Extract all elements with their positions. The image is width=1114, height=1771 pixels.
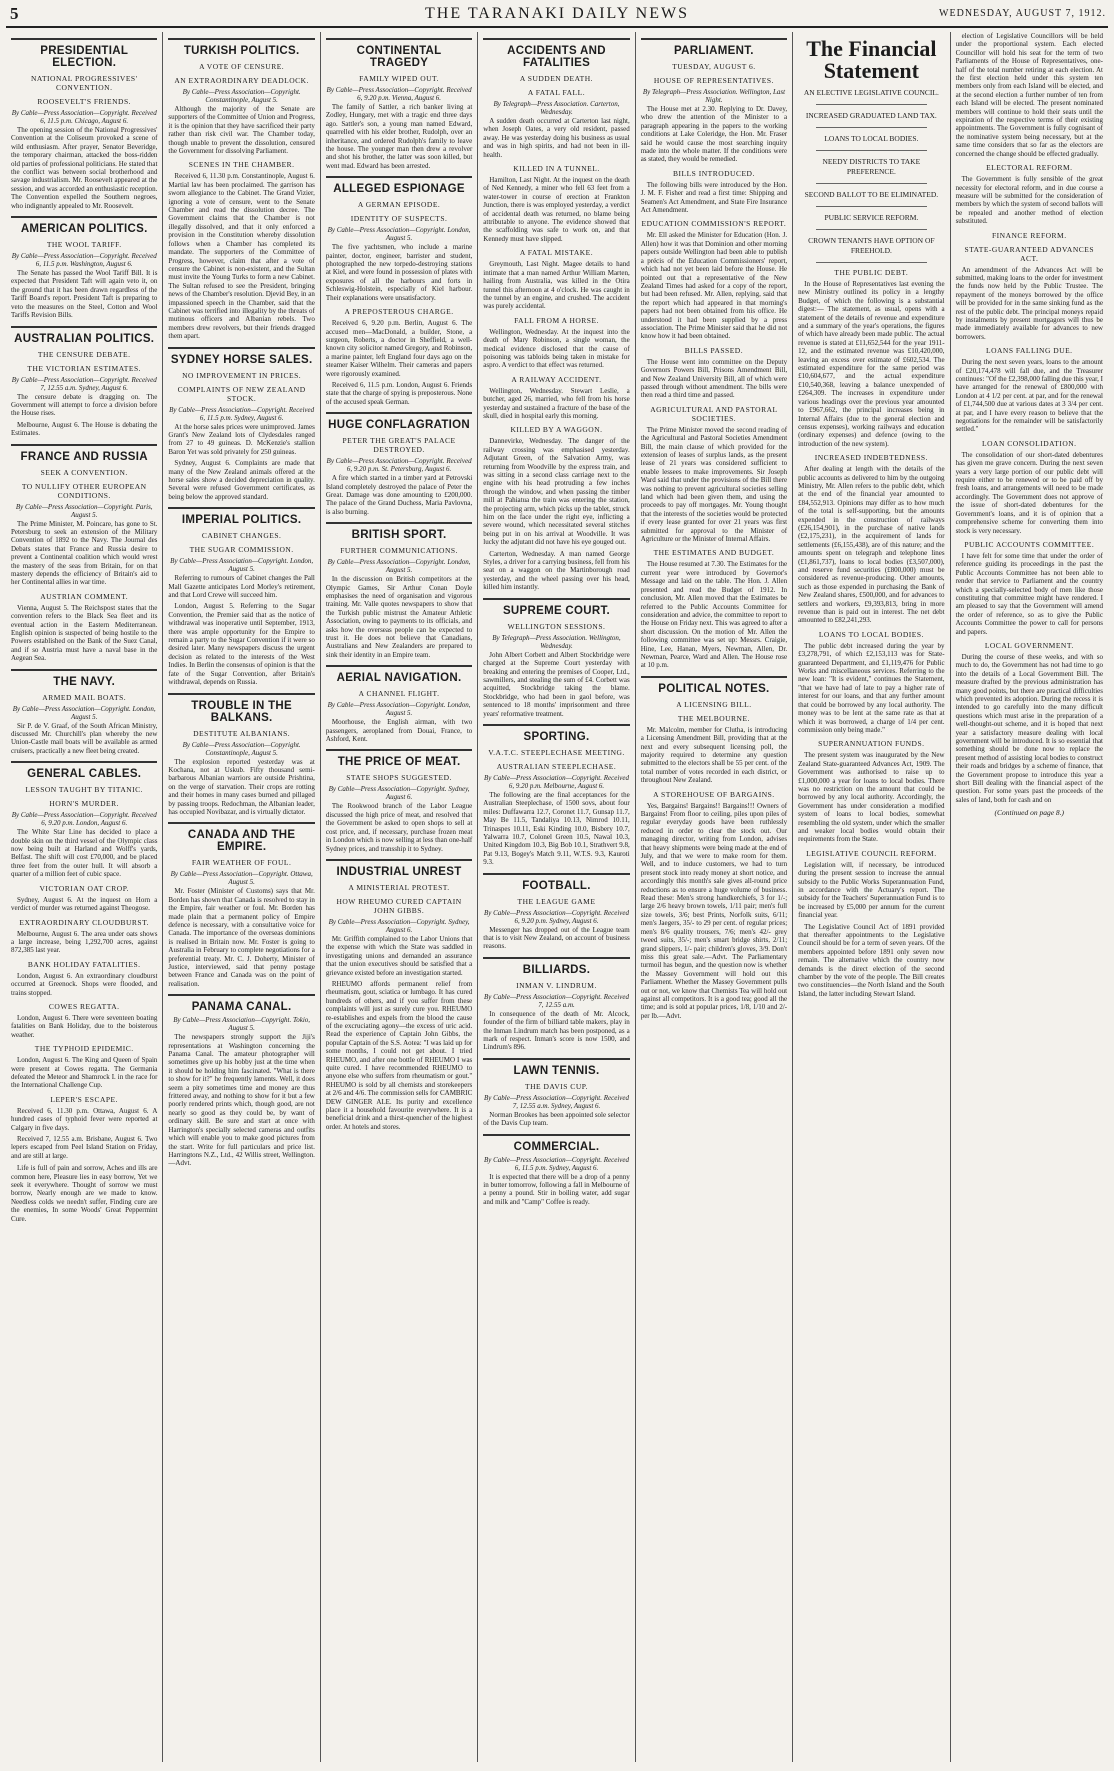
newspaper-page — [6, 4, 1108, 1766]
article — [168, 822, 314, 988]
sub-heading: PUBLIC ACCOUNTS COMMITTEE. — [964, 539, 1095, 549]
sub-heading: STATE-GUARANTEED ADVANCES ACT. — [964, 244, 1095, 263]
article-text: A sudden death occurred at Carterton last night, when Joseph Oates, a very old resident, passed away. He was yesterday doing his business as usual and was in high spirits, and had not been in ill-health. — [483, 117, 630, 159]
article-text: During the next seven years, loans to the amount of £20,174,478 will fall due, and the Treasurer continues: "Of the £2,398,000 falling due this year, I have arranged for the renewal of £800,000 with London at 4 1/2 per cent. at par, and for the renewal of £1,744,500 due at various dates at 3 3/4 per cent. at par, and I have every reason to believe that the negotiations for the remainder will be satisfactorily settled." — [955, 358, 1103, 434]
summary-line: LOANS TO LOCAL BODIES. — [824, 134, 919, 143]
sub-heading: THE WOOL TARIFF. — [46, 240, 122, 250]
article — [11, 38, 157, 210]
article — [956, 346, 1103, 434]
dateline: By Cable—Press Association—Copyright. London, August 5. — [170, 557, 314, 574]
sub-heading: THE VICTORIAN ESTIMATES. — [27, 363, 142, 373]
column-1 — [6, 32, 163, 1762]
article-text: Mr. Malcolm, member for Clutha, is introducing a Licensing Amendment Bill, providing that at the next and every subsequent licensing poll, the majority required to determine any question submitted to the electors shall be 55 per cent. of the total number of votes recorded in each district, or throughout New Zealand. — [640, 725, 788, 785]
article-heading: THE PRICE OF MEAT. — [326, 749, 472, 768]
article-text: Received 6, 11.5 p.m. London, August 6. Friends state that the charge of spying is preposterous. None of the accused speak German. — [325, 380, 473, 406]
article-text: The House resumed at 7.30. The Estimates for the current year were introduced by Governor's Message and laid on the table. The Hon. J. Allen presented and read the Budget of 1912. In conclusion, Mr. Allen moved that the Estimates be referred to the Public Accounts Committee for consideration and advice, the committee to report to the House on Friday next. This was agreed to after a short discussion. On the motion of Mr. Allen the following committee was set up: Messrs. Craigie, Hine, Lee, Hanan, Myers, Newman, Allen, Dr. Newman, Pearce, Ward and Allen. The House rose at 10 p.m. — [640, 560, 788, 670]
article-heading: PANAMA CANAL. — [168, 994, 314, 1013]
dateline: By Cable—Press Association—Copyright. Constantinople, August 5. — [182, 740, 301, 757]
issue-date: WEDNESDAY, AUGUST 7, 1912. — [939, 8, 1106, 19]
sub-heading: LESSON TAUGHT BY TITANIC. — [25, 785, 144, 795]
sub-heading: A FATAL FALL. — [527, 88, 586, 97]
divider — [816, 262, 926, 263]
sub-heading: COWES REGATTA. — [48, 1001, 120, 1011]
sub-heading: THE SUGAR COMMISSION. — [189, 545, 294, 555]
article-text: At the horse sales prices were unimproved. James Grant's New Zealand lots of Clydesdales ranged from 27 to 49 guineas. D. McKenzie's stallion Baron Yet was sold privately for 250 guineas. — [168, 422, 315, 456]
sub-heading: A FATAL MISTAKE. — [519, 248, 594, 258]
dateline: By Cable—Press Association—Copyright. London, August 5. — [327, 226, 471, 243]
dateline: By Cable—Press Association—Copyright. Ottawa, August 5. — [170, 870, 313, 887]
article-text: An amendment of the Advances Act will be submitted, making loans to the order for investment the funds now held by the Public Trustee. The repayment of the moneys borrowed by the office will be provided for in the same sinking fund as the rest of the public debt. The principal moneys repaid by instalments by present mortgagors will thus be made immediately available for advances to new borrowers. — [955, 265, 1103, 341]
sub-heading: LOANS TO LOCAL BODIES. — [818, 629, 924, 639]
article — [956, 641, 1103, 804]
article-text: Legislation will, if necessary, be introduced during the present session to increase the annual subsidy to the Public Works Superannuation Fund, in accordance with the Actuary's report. The subsidy for the Teachers' Superannuation Fund is to be increased by £5,000 per annum for the current financial year. — [798, 860, 945, 920]
article-text: The family of Sattler, a rich banker living at Zodley, Hungary, met with a tragic end three days ago. Sattler's son, a young man named Edward, quarrelled with his elder brother, Rudolph, over an inheritance, and ordered Rudolph's family to leave the house. The younger man then drew a revolver and shot his brother, the latter was soon killed, but went mad. Edward has been arrested. — [325, 103, 473, 170]
article — [11, 669, 157, 756]
sub-heading: FAIR WEATHER OF FOUL. — [191, 858, 292, 868]
article-text: In the House of Representatives last evening the new Ministry outlined its policy in a lengthy Budget, of which the following is a substantial digest:— The statement, as usual, opens with a statement of the details of revenue and expenditure and a summary of the year's operations, the figures of which have already been made public. The actual revenue is stated at £11,652,544 for the year 1911-12, and the estimated revenue was £10,420,000, leaving an excess over estimate of £602,534. The estimated expenditure for the same period was £10,604,677, and the actual expenditure £10,540,368, leaving a balance unexpended of £264,309. The increases in expenditure under various headings over the previous year amounted to £967,662, the principal increases being in Internal Affairs (due to the general election and census expenses), working railways and education (ordinary expenses) and defence (owing to the introduction of the new system). — [798, 280, 945, 448]
article-heading: COMMERCIAL. — [483, 1134, 629, 1153]
article-heading: PARLIAMENT. — [641, 38, 787, 57]
sub-heading: IDENTITY OF SUSPECTS. — [350, 214, 448, 224]
article-text: The five yachtsmen, who include a marine painter, doctor, engineer, barrister and student, photographed the new torpedo-destroying stations at Kiel, and were found in possession of plates with exposures of all the harbours and forts in Schleswig-Holstein, especially of Kiel harbour. Their explanations were unsatisfactory. — [325, 243, 473, 302]
dateline: By Telegraph—Press Association. Wellington, Last Night. — [642, 88, 786, 104]
sub-heading: ELECTORAL REFORM. — [986, 163, 1073, 173]
article-heading: POLITICAL NOTES. — [641, 676, 787, 695]
article — [483, 873, 629, 951]
article-heading: INDUSTRIAL UNREST — [326, 859, 472, 878]
sub-heading: TO NULLIFY OTHER EUROPEAN CONDITIONS. — [21, 481, 147, 500]
sub-heading: A STOREHOUSE OF BARGAINS. — [653, 789, 775, 799]
article-text: Vienna, August 5. The Reichspost states that the convention refers to the Black Sea fleet and its eventual action in the Eastern Mediterranean. English opinion is suspected of being hostile to the Powers established on the Bank of the Suez Canal, and if so Austria must have a naval base in the Aegean Sea. — [11, 603, 158, 663]
sub-heading: BILLS PASSED. — [684, 345, 744, 355]
article-text: Mr. Foster (Minister of Customs) says that Mr. Borden has shown that Canada is resolved to stay in the Empire, fair weather or foul. Mr. Borden has made plain that a permanent policy of Empire defence is necessary, with a consultative voice for Canada. The importance of the overseas dominions is realised in Britain now. Mr. Foster is going to Australia in February to complete negotiations for a preferential treaty. Mr. C. J. Doherty, Minister of Justice, interviewed, said that penny postage between France and Canada was on the point of realisation. — [168, 887, 315, 988]
article-text: The following bills were introduced by the Hon. J. M. F. Fisher and read a first time: Shipping and Seamen's Act Amendment, and State Fire Insurance Act Amendment. — [640, 180, 788, 215]
newspaper-title: THE TARANAKI DAILY NEWS — [425, 5, 689, 22]
column-3 — [321, 32, 478, 1762]
dateline: By Cable—Press Association—Copyright. Received 6, 11.5 p.m. Sydney, August 6. — [169, 405, 315, 422]
article-text: Yes, Bargains! Bargains!! Bargains!!! Owners of Bargains! From floor to ceiling, piles upon piles of regular everyday goods have been ruthlessly reduced in order to clear the stock out. Our managing director, writing from London, advises that heavy shipments were being made at the end of July, and that we were to make room for them. Well, and to induce customers, we had to turn present stock into ready money at short notice, and accordingly this month's sale gives all-round price reductions as to ensure a huge volume of business. Read these: Men's strong handkerchiefs, 3 for 1/-; large 2/6 heavy brown towels, 1/11 pair; men's full size towels, 3/6; best Prints, Norfolk suits, 6/11; men's Jaegers, 35/- to 29 per cent. of regular prices; men's 8/6 quality trousers, 7/6; men's 42/- grey tweed suits, 35/-; men's smart bridge shirts, 2/11; grand slippers, 1/- pair; children's gloves, 3/9. Don't miss this great sale.—Advt. The Parliamentary turmoil has begun, and the question now is whether the Massey Government will hold out this Parliament. Whether the Massey Government pulls out or not, we know that Chemists Tea will hold out against all competitors. It is a good tea; good all the time; and is sold at popular prices, 1/8, 1/10 and 2/- per lb.—Advt. — [640, 801, 788, 1020]
masthead — [6, 4, 1108, 28]
column-2 — [163, 32, 320, 1762]
article-heading: CANADA AND THE EMPIRE. — [168, 822, 314, 853]
sub-heading: LOAN CONSOLIDATION. — [982, 438, 1077, 448]
dateline: By Cable—Press Association—Copyright. London, August 5. — [327, 558, 471, 575]
divider — [816, 104, 926, 105]
article-text: The opening session of the National Progressives' Convention at the Coliseum provoked a scene of wild enthusiasm. After prayer, Senator Beveridge, the temporary chairman, attacked the boss-ridden old parties of professional politicians. He stated that the conflict was between social brotherhood and savage industrialism. Mr. Roosevelt appeared at the session, and was accorded an enthusiastic reception. The Convention expelled the Southern negroes, who indignantly appealed to Mr. Roosevelt. — [11, 126, 158, 210]
sub-heading: HOW RHEUMO CURED CAPTAIN JOHN GIBBS. — [336, 896, 462, 915]
article-text: The Rookwood branch of the Labor League discussed the high price of meat, and resolved that the Government be asked to open shops to sell at cost price, and, if necessary, purchase frozen meat in London which is now selling at less than one-half Sydney prices, and transship it to Sydney. — [325, 802, 473, 853]
article-heading: BRITISH SPORT. — [326, 522, 472, 541]
article — [326, 665, 472, 743]
sub-heading: KILLED IN A TUNNEL. — [513, 164, 600, 174]
article-text: Although the majority of the Senate are supporters of the Committee of Union and Progress, it is the opinion that they have sacrificed their party rather than risk civil war. The Chamber today, though unable to prevent the dissolution, censured the Government for dissolving Parliament. — [168, 105, 315, 156]
sub-heading: THE ESTIMATES AND BUDGET. — [653, 548, 775, 558]
article-text: The following are the final acceptances for the Australian Steeplechase, of 1500 sovs, about four miles: Duffawarra 12.7, Coronet 11.7, Gunsap 11.7, May Be 11.5, Tandaliya 10.13, Nimrod 10.11, Trinaspes 10.11, Eski Kinding 10.0, Bisbery 10.7, Yalwarra 10.7, Colonel Green 10.5, Nawal 10.3, United Kingdom 10.3, Big Bob 10.1, Strathvert 9.8, Pat 9.13, Bogey's Match 9.11, W.T.S. 9.3, Kauroti 9.3. — [483, 790, 630, 867]
sub-heading: COMPLAINTS OF NEW ZEALAND STOCK. — [177, 384, 306, 403]
dateline: By Cable—Press Association—Copyright. London, August 5. — [12, 704, 156, 721]
sub-heading: ARMED MAIL BOATS. — [42, 692, 127, 702]
article-text: London, August 6. The King and Queen of Spain were present at Cowes regatta. The Germania defeated the Meteor and Shamrock I. in the race for the International Challenge Cup. — [11, 1056, 158, 1090]
dateline: By Cable—Press Association—Copyright. Received 6, 9.20 p.m. Melbourne, August 6. — [483, 773, 629, 790]
dateline: By Telegraph—Press Association. Carterton, Wednesday. — [493, 100, 620, 116]
article-text: Mr. Griffith complained to the Labor Unions that the expense with which the State was saddled in investigating unions and demanded an assurance that the union executives should be satisfied that a grievance existed before an investigation started. — [325, 934, 473, 977]
article-text: The public debt increased during the year by £3,278,791, of which £2,153,113 was for State-guaranteed Department, and £1,119,476 for Public Works and miscellaneous services. Referring to the new loan: "It is evident," continues the Statement, "that we have had of late to pay a higher rate of interest for our loans, and that any further amount that could be borrowed by any local authority. The money was to be lent at the same rate as that at which it was borrowed, a charge of 1/4 per cent. commission only being made." — [798, 641, 945, 734]
summary-line: CROWN TENANTS HAVE OPTION OF FREEHOLD. — [808, 236, 935, 255]
article-heading: CONTINENTAL TRAGEDY — [326, 38, 472, 69]
article-text: Moorhouse, the English airman, with two passengers, aeroplaned from Douai, France, to Ashford, Kent. — [325, 718, 473, 744]
article — [11, 1164, 157, 1223]
divider — [816, 206, 926, 207]
article — [168, 693, 314, 817]
article-text: The censure debate is dragging on. The Government will attempt to force a division before the House rises. — [11, 392, 158, 418]
sub-heading: EXTRAORDINARY CLOUDBURST. — [19, 917, 149, 927]
article-text: Wellington, Wednesday. Stewart Leslie, a butcher, aged 26, married, who fell from his horse yesterday and sustained a fracture of the base of the skull, died in hospital early this morning. — [483, 386, 630, 420]
article — [956, 808, 1103, 817]
dateline: By Cable—Press Association—Copyright. Received 6, 9.20 p.m. Sydney, August 6. — [483, 908, 629, 925]
article-heading: GENERAL CABLES. — [11, 761, 157, 780]
article-text: RHEUMO affords permanent relief from rheumatism, gout, sciatica or lumbago. It has cured hundreds of others, and if you suffer from these complaints will just as surely cure you. RHEUMO re-establishes and expels from the blood the cause of the excruciating agony—the excess of uric acid. Read the experience of Captain John Gibbs, the popular Captain of the S.S. Aotea: "I was laid up for some months, I could not get about. I tried RHEUMO, and after one bottle of RHEUMO I was quite cured. I have recommended RHEUMO to anyone else who suffers from rheumatism or gout." RHEUMO is sold by all chemists and storekeepers at 2/6 and 4/6. The commission sells for CAMBRIC DEW GINGER ALE. Its purity and excellence place it a household favourite everywhere. It is a beneficial drink and a thirst-quencher of the highest order. At hotels and stores. — [325, 979, 473, 1131]
sub-heading: BANK HOLIDAY FATALITIES. — [27, 959, 141, 969]
sub-heading: THE PUBLIC DEBT. — [834, 268, 909, 277]
article-text: A fire which started in a timber yard at Petrovski Island completely destroyed the palace of Peter the Great. Damage was done amounting to £200,000. The palace of the Grand Duchess, Maria Pavlovna, is also burning. — [325, 474, 473, 516]
article-text: The Senate has passed the Wool Tariff Bill. It is expected that President Taft will again veto it, on the ground that it has been drawn regardless of the Tariff Board's report. President Taft is preparing to veto the measures on the Steel, Cotton and Wool Tariffs Revision Bills. — [11, 269, 158, 320]
sub-heading: WELLINGTON SESSIONS. — [507, 621, 606, 631]
sub-heading: BILLS INTRODUCED. — [673, 168, 755, 178]
article — [168, 507, 314, 686]
article-text: Hamilton, Last Night. At the inquest on the death of Ned Kennedy, a miner who fell 63 feet from a water-tower in course of erection at Frankton Junction, there is was employed yesterday, a verdict of accidental death was returned, no blame being attributable to anyone. The evidence showed that the scaffolding was safe to work on, and that Kennedy must have slipped. — [483, 176, 630, 243]
article — [483, 1134, 629, 1207]
sub-heading: SUPERANNUATION FUNDS. — [818, 739, 925, 749]
article-text: During the course of these weeks, and with so much to do, the Government has not had time to go into the details of a Local Government Bill. The measure drafted by the previous administration has many good points, but there are practical difficulties which prevented its adoption. During the recess it is intended to go carefully into the many difficult questions which must arise in the preparation of a well-thought-out scheme, and it is hoped that next year a satisfactory measure dealing with local government will be introduced. It is so essential that something should be done now to replace the present method of assisting local bodies to construct their roads and bridges by a scheme of finance, that the Government propose to introduce this year a short Bill dealing with the financial aspect of the question. For some years past the proceeds of the sales of land, both for cash and on — [955, 652, 1103, 804]
divider — [816, 229, 926, 230]
article — [641, 38, 787, 670]
article — [11, 216, 157, 319]
article — [956, 32, 1103, 158]
article — [956, 540, 1103, 636]
sub-heading: LEGISLATIVE COUNCIL REFORM. — [806, 848, 937, 858]
sub-heading: V.A.T.C. STEEPLECHASE MEETING. — [488, 747, 625, 757]
article-text: The House went into committee on the Deputy Governors Powers Bill, Prisons Amendment Bill, and New Zealand University Bill, all of which were passed through without amendment. The bills were then read a third time and passed. — [640, 357, 788, 400]
column-5 — [636, 32, 793, 1762]
summary-line: AN ELECTIVE LEGISLATIVE COUNCIL. — [803, 88, 939, 97]
article-text: The Prime Minister, M. Poincare, has gone to St. Petersburg to seek an extension of the Military Convention of 1892 to the Navy. The Journal des Debats states that France and Russia desire to prevent a Continental coalition which would wrest the mastery of the seas from Britain, for on that mastery depends the efficiency of Britain's aid to her Continental allies in war time. — [11, 519, 158, 587]
sub-heading: A SUDDEN DEATH. — [519, 74, 594, 83]
article — [483, 1058, 629, 1128]
dateline: By Cable—Press Association—Copyright. Received 6, 9.20 p.m. Vienna, August 6. — [326, 86, 472, 102]
article-heading: PRESIDENTIAL ELECTION. — [11, 38, 157, 69]
article — [956, 163, 1103, 225]
sub-heading: NO IMPROVEMENT IN PRICES. — [182, 370, 302, 380]
article-text: In consequence of the death of Mr. Alcock, founder of the firm of billiard table makers, play in the Inman Lindrum match has been postponed, as a mark of respect. Inman's score is now 1500, and Lindrum's 896. — [483, 1009, 630, 1052]
article-heading: IMPERIAL POLITICS. — [168, 507, 314, 526]
article-heading: HUGE CONFLAGRATION — [326, 412, 472, 431]
article-text: Received 6, 11.30 p.m. Ottawa, August 6. A hundred cases of typhoid fever were reported at Calgary in five days. — [11, 1106, 158, 1132]
sub-heading: A MINISTERIAL PROTEST. — [348, 882, 450, 892]
article-text: Melbourne, August 6. The House is debating the Estimates. — [11, 420, 158, 438]
article-text: election of Legislative Councillors will be held under the proportional system. Each elected Councillor will hold his seat for the term of two Parliaments of the House of Representatives, one-half of the total number retiring at each election. At the first election held under this system ten members only from each Island will be elected, and at the second election a further number of ten from each Island will be elected. The present nominated members will continue to hold their seats until the expiration of the respective terms of their existing appointments. The Government is fully cognisant of the nominative system being necessary, but at the same time considers that so far as the electors are concerned the change should be effected gradually. — [955, 32, 1103, 158]
article-heading: THE NAVY. — [11, 669, 157, 688]
article-text: The Government is fully sensible of the great necessity for electoral reform, and in due course a measure will be submitted for the consideration of members by which the system of second ballots will be repealed and another method of election substituted. — [955, 175, 1103, 226]
article — [326, 38, 472, 170]
sub-heading: AUSTRIAN COMMENT. — [40, 591, 129, 601]
article-heading: LAWN TENNIS. — [483, 1058, 629, 1077]
sub-heading: FAMILY WIPED OUT. — [359, 74, 439, 83]
article-text: Received 6, 9.20 p.m. Berlin, August 6. The accused men—MacDonald, a builder, Stone, a surgeon, Roberts, a doctor in Sheffield, a well-known city solicitor named Gregory, and Robinson, a marine painter, left England four days ago on the steamer Kaiser Wilhelm. Their cameras and papers were rigorously examined. — [325, 319, 473, 378]
sub-heading: THE MELBOURNE. — [677, 713, 750, 723]
article-text: Messenger has dropped out of the League team that is to visit New Zealand, on account of business reasons. — [483, 925, 630, 951]
article-text: Carterton, Wednesday. A man named George Styles, a driver for a carrying business, fell from his seat on a waggon on the Martinborough road yesterday, and the wheel passing over his head, killed him instantly. — [483, 549, 630, 592]
sub-heading: FURTHER COMMUNICATIONS. — [340, 546, 458, 556]
article-text: London, August 6. An extraordinary cloudburst occurred at Greenock. Shops were flooded, and trains stopped. — [11, 971, 158, 997]
page-number: 5 — [10, 4, 19, 23]
sub-heading: AN EXTRAORDINARY DEADLOCK. — [174, 76, 309, 85]
sub-heading: ROOSEVELT'S FRIENDS. — [37, 97, 131, 106]
article-heading: TROUBLE IN THE BALKANS. — [168, 693, 314, 724]
sub-heading: HORN'S MURDER. — [49, 799, 120, 809]
article — [326, 749, 472, 852]
article — [11, 444, 157, 663]
dateline: By Cable—Press Association—Copyright. Paris, August 5. — [15, 502, 153, 519]
sub-heading: A RAILWAY ACCIDENT. — [511, 374, 602, 384]
article-text: The White Star Line has decided to place a double skin on the third vessel of the Olympic class now being built at Harland and Wolff's yards, Belfast. The shift will cost £70,000, and be placed three feet from the outer hull. It will absorb a quarter of a million feet of cubic space. — [11, 828, 158, 879]
sub-heading: LOCAL GOVERNMENT. — [984, 640, 1074, 650]
article-heading: ALLEGED ESPIONAGE — [326, 176, 472, 195]
sub-heading: DESTITUTE ALBANIANS. — [193, 728, 291, 738]
article-text: I have felt for some time that under the order of reference guiding its proceedings in the past the Public Accounts Committee has not been able to render that service to Parliament and the country which a specially-selected body of men like those constituting that committee might have rendered. I am pleased to say that the Government will amend the order of reference, so as to give the Public Accounts Committee the power to call for persons and papers. — [955, 551, 1103, 636]
sub-heading: THE TYPHOID EPIDEMIC. — [34, 1044, 134, 1054]
article-heading: FOOTBALL. — [483, 873, 629, 892]
sub-heading: FINANCE REFORM. — [991, 230, 1067, 240]
sub-heading: A GERMAN EPISODE. — [357, 200, 441, 210]
dateline: By Cable—Press Association—Copyright. Constantinople, August 5. — [182, 88, 301, 104]
article-text: After dealing at length with the details of the public accounts as delivered to him by the outgoing Ministry, Mr. Allen refers to the public debt, which at the end of the financial year amounted to £84,552,913. Opinions may differ as to how much of the total is self-supporting, but the amounts expended in the construction of railways (£26,154,901), in the purchase of native lands (£2,175,231), in the acquirement of lands for settlements (£6,155,438), are of this nature; and the amounts spent on telegraph and telephone lines (£1,861,737), loans to local bodies (£3,507,000), and reserve fund securities (£800,000) must be considered as revenue-producing. Other amounts, such as those expended in purchasing the Bank of New Zealand shares, £500,000, and for advances to settlers and workers, £9,393,813, bring in more revenue than is paid out in interest. The net debt amounted to £82,241,293. — [798, 465, 945, 625]
column-6 — [793, 32, 950, 1762]
sub-heading: A CHANNEL FLIGHT. — [358, 689, 440, 699]
article-text: In the discussion on British competitors at the Olympic Games, Sir Arthur Conan Doyle emphasises the need of organisation and vigorous training. Mr. Valle quotes newspapers to show that the Turkish public mistrust the Amateur Athletic Association, owing to payments to its officials, and asks how the overseas people can be expected to trust it. He does not believe that Canadians, Australians and New Zealanders are prepared to sink their identity in an Empire team. — [325, 575, 473, 659]
article — [956, 231, 1103, 342]
sub-heading: STATE SHOPS SUGGESTED. — [346, 773, 452, 783]
summary-line: INCREASED GRADUATED LAND TAX. — [805, 111, 937, 120]
article — [483, 38, 629, 592]
dateline: By Cable—Press Association—Copyright. Received 7, 12.55 a.m. Sydney, August 6. — [11, 375, 157, 392]
divider — [816, 183, 926, 184]
dateline: By Telegraph—Press Association. Wellington, Wednesday. — [492, 633, 621, 650]
article — [326, 176, 472, 406]
article — [483, 957, 629, 1052]
dateline: By Cable—Press Association—Copyright. Received 6, 9.20 p.m. London, August 6. — [11, 811, 157, 828]
article-text: John Albert Corbett and Albert Stockbridge were charged at the Supreme Court yesterday with breaking and entering the premises of Cooper, Ltd., sawmillers, and stealing the sum of £4. Corbett was acquitted, Stockbridge taking the blame. Stockbridge, who had been in gaol before, was sentenced to 18 months' imprisonment and three years' reformative treatment. — [483, 650, 630, 718]
article — [326, 859, 472, 1131]
article — [11, 326, 157, 438]
sub-heading: NATIONAL PROGRESSIVES' CONVENTION. — [30, 74, 138, 92]
summary-line: PUBLIC SERVICE REFORM. — [824, 213, 919, 222]
article — [956, 439, 1103, 535]
summary-line: NEEDY DISTRICTS TO TAKE PREFERENCE. — [822, 157, 921, 176]
article-heading: TURKISH POLITICS. — [168, 38, 314, 57]
article-heading: SUPREME COURT. — [483, 598, 629, 617]
dateline: By Cable—Press Association—Copyright. Received 6, 11.5 p.m. Sydney, August 6. — [483, 1155, 629, 1172]
sub-heading: INCREASED INDEBTEDNESS. — [814, 453, 928, 463]
dateline: By Cable—Press Association—Copyright. Sydney, August 6. — [328, 785, 470, 802]
article-heading: SYDNEY HORSE SALES. — [168, 347, 314, 366]
column-7 — [951, 32, 1108, 1762]
sub-heading: CABINET CHANGES. — [201, 531, 282, 541]
sub-heading: AUSTRALIAN STEEPLECHASE. — [496, 761, 617, 771]
sub-heading: FALL FROM A HORSE. — [514, 315, 599, 325]
article-text: The Legislative Council Act of 1891 provided that thereafter appointments to the Legislative Council should be for a term of seven years. Of the members appointed before 1891 only seven now remain. The alternative which the country now demands is the direct election of the second chamber by the vote of the people. The Bill creates two constituencies—the North Island and the South Island, the latter including Stewart Island. — [798, 922, 945, 998]
article-heading: ACCIDENTS AND FATALITIES — [483, 38, 629, 69]
column-4 — [478, 32, 635, 1762]
article-text: Life is full of pain and sorrow, Aches and ills are common here, Pleasure lies in easy borrow, Yet we seek it everywhere. Thought of sorrow we must borrow, Nearly enough are we made to know. Needless colds we needn't suffer, Finding cure are the enemies, In some Woods' Great Peppermint Cure. — [11, 1164, 158, 1223]
divider — [816, 150, 926, 151]
article-heading: AERIAL NAVIGATION. — [326, 665, 472, 684]
sub-heading: INMAN V. LINDRUM. — [516, 980, 597, 990]
article-text: The present system was inaugurated by the New Zealand State-guaranteed Advances Act, 1909. The Government was authorised to raise up to £1,000,000 a year for loans to local bodies. There was no restriction on the amount that could be borrowed by any local authority. Accordingly, the Government has under consideration a modified system of loans to local bodies, somewhat resembling the old system, under which the smaller and weaker local bodies would obtain their requirements from the State. — [798, 751, 945, 844]
feature-title: The Financial Statement — [806, 36, 937, 83]
sub-heading: SCENES IN THE CHAMBER. — [188, 160, 295, 170]
sub-heading: A LICENSING BILL. — [676, 699, 752, 709]
article-text: The explosion reported yesterday was at Kochana, not at Uskub. Fifty thousand semi-barbarous Albanian warriors are outside Prishtina, on the verge of starvation. Their crops are rotting and their homes in many cases burned and pillaged by passing troops. Redochman, the Albanian leader, has occupied Novibazar, and is virtually dictator. — [168, 757, 315, 816]
article-text: London, August 6. There were seventeen boating fatalities on Bank Holiday, due to the boisterous weather. — [11, 1013, 158, 1039]
article — [641, 676, 787, 1020]
article-heading: BILLIARDS. — [483, 957, 629, 976]
dateline: By Cable—Press Association—Copyright. Tokio, August 5. — [173, 1016, 311, 1033]
article-text: Wellington, Wednesday. At the inquest into the death of Mary Robinson, a single woman, the medical evidence disclosed that the cause of poisoning was tabloids being taken in mistake for aspro. A verdict to that effect was returned. — [483, 327, 630, 370]
article — [483, 598, 629, 718]
continued-note: (Continued on page 8.) — [994, 808, 1065, 818]
article-text: Greymouth, Last Night. Magee details to hand intimate that a man named Arthur William Marten, hailing from Australia, was killed in the Otira tunnel this afternoon at 4 o'clock. He was caught in the tunnel by an engine, and crushed. The accident was purely accidental. — [483, 260, 630, 311]
article — [11, 761, 157, 1160]
dateline: By Cable—Press Association—Copyright. Received 7, 12.55 a.m. — [483, 992, 629, 1009]
dateline: By Cable—Press Association—Copyright. Received 6, 11.5 p.m. Washington, August 6. — [11, 252, 157, 269]
sub-heading: HOUSE OF REPRESENTATIVES. — [653, 76, 774, 85]
sub-heading: A PREPOSTEROUS CHARGE. — [344, 307, 454, 317]
sub-heading: KILLED BY A WAGGON. — [510, 425, 603, 435]
article-text: Melbourne, August 6. The area under oats shows a large increase, being 1,292,700 acres, against 872,385 last year. — [11, 929, 158, 955]
article-text: The newspapers strongly support the Jiji's representations at Washington concerning the Panama Canal. The amateur photographer will sometimes give up his hobby just at the time when it should be holding him fascinated. "What is there to show for it?" he frequently laments. Well, it does seem a pity sometimes time and money are thus frittered away, and nothing to show for it but a few poorly rendered prints which, though good, are not nearly so good as they could be, by want of ordinary skill. Be sure and start at once with Harrington's specially selected cameras and outfits which will enable you to make good pictures from the start. Write for full particulars and price list. Harringtons N.Z., Ltd., 42 Willis street, Wellington.—Advt. — [168, 1033, 315, 1168]
sub-heading: VICTORIAN OAT CROP. — [39, 883, 129, 893]
article-text: The consolidation of our short-dated debentures has given me grave concern. During the next seven years a very large portion of our public debt will require either to be renewed or to be paid off by fresh loans, and arrangements will need to be made accordingly. The Government does not approve of the issue of short-dated debentures for the Government's loans, and it is of opinion that a comprehensive scheme for converting them into stock is very necessary. — [955, 450, 1103, 535]
sub-heading: PETER THE GREAT'S PALACE DESTROYED. — [342, 436, 456, 455]
sub-heading: A VOTE OF CENSURE. — [199, 62, 285, 71]
sub-heading: SEEK A CONVENTION. — [40, 467, 128, 477]
article-text: Sydney, August 6. Complaints are made that many of the New Zealand animals offered at the horse sales show a decided depreciation in quality. Several were refused Government certificates, as being below the approved standard. — [168, 459, 315, 501]
columns — [6, 32, 1108, 1762]
article — [168, 347, 314, 502]
sub-heading: LEPER'S ESCAPE. — [50, 1094, 119, 1104]
dateline: By Cable—Press Association—Copyright. Received 6, 11.5 p.m. Chicago, August 6. — [11, 109, 157, 125]
article-text: London, August 5. Referring to the Sugar Convention, the Premier said that as the notice of withdrawal was inoperative until September, 1913, there was ample opportunity for the Empire to remain a party to the Sugar Convention if it were so desired later. Many newspapers discuss the urgent decision as related to the interests of the West Indies. In Berlin the consensus of opinion is that the fate of the Sugar Convention, after Britain's withdrawal, depends on Russia. — [168, 602, 315, 687]
summary-line: SECOND BALLOT TO BE ELIMINATED. — [804, 190, 939, 199]
article-text: The Prime Minister moved the second reading of the Agricultural and Pastoral Societies Amendment Bill, the main clause of which provided for the extension of leases of surplus lands, as the present lease of 21 years was considered sufficient to enable lessees to make improvements. Sir Joseph Ward said that under the provisions of the Bill there was nothing to prevent agricultural societies selling land which had been given them, and using the proceeds to pay off mortgages. Mr. Young thought that the interests of the societies would be protected if every lease granted for over 21 years was first submitted for approval to the Minister of Agriculture or the Minister of Internal Affairs. — [640, 425, 788, 544]
dateline: By Cable—Press Association—Copyright. Received 6, 9.20 p.m. St. Petersburg, August 6. — [326, 457, 472, 474]
article-heading: AUSTRALIAN POLITICS. — [11, 326, 157, 345]
article — [326, 412, 472, 516]
article — [326, 522, 472, 659]
dateline: By Cable—Press Association—Copyright. London, August 5. — [327, 701, 471, 718]
sub-heading: THE LEAGUE GAME — [517, 896, 596, 906]
sub-heading: THE DAVIS CUP. — [525, 1081, 588, 1091]
article — [483, 724, 629, 867]
article-heading: SPORTING. — [483, 724, 629, 743]
article — [168, 38, 314, 341]
article-text: Mr. Ell asked the Minister for Education (Hon. J. Allen) how it was that Dominion and other morning papers outside Wellington had been able to publish a précis of the Education Commissioners' report, which had not yet been laid before the House. He pointed out that a representative of the New Zealand Times had asked for a copy of the report, but had been refused. Mr. Allen, replying, said that the report which had appeared in that morning's papers had not been obtained from his office. He understood it had been supplied by a press association. The Prime Minister said that he did not know how it had been obtained. — [640, 231, 788, 341]
article-text: It is expected that there will be a drop of a penny in butter tomorrow, following a fall in Melbourne of a penny a pound. Stir in boiling water, add sugar and milk and "Camp" Coffee is ready. — [483, 1172, 630, 1206]
sub-heading: LOANS FALLING DUE. — [985, 346, 1073, 356]
article-text: Sydney, August 6. At the inquest on Horn a verdict of murder was returned against Theogose. — [11, 895, 158, 913]
sub-heading: THE CENSURE DEBATE. — [37, 349, 131, 359]
article-text: Received 7, 12.55 a.m. Brisbane, August 6. Two lepers escaped from Peel Island Station on Friday, and are still at large. — [11, 1135, 158, 1160]
divider — [816, 127, 926, 128]
dateline: By Cable—Press Association—Copyright. Received 7, 12.55 a.m. Sydney, August 6. — [483, 1093, 629, 1110]
article-heading: FRANCE AND RUSSIA — [11, 444, 157, 463]
article-text: Dannevirke, Wednesday. The danger of the railway crossing was emphasised yesterday. Adjutant Green, of the Salvation Army, was returning from Woodville by the express train, and was sitting in a second class carriage next to the engine with his head protruding a few inches through the window, and when passing the timber mill at Pahiatua the train was entering the station, the projecting arm, which picks up the tablet, struck him on the face under the right eye, inflicting a severe wound, which necessitated several stitches being put in on his arrival at Woodville. It was lucky the adjutant did not have his eye gouged out. — [483, 437, 630, 547]
article-text: Sir P. de V. Graaf, of the South African Ministry, discussed Mr. Churchill's plan whereby the new Union-Castle mail boats will be available as armed cruisers, practically a new fleet being created. — [11, 721, 158, 755]
sub-heading: EDUCATION COMMISSION'S REPORT. — [641, 219, 787, 229]
article — [168, 994, 314, 1168]
sub-heading: AGRICULTURAL AND PASTORAL SOCIETIES. — [650, 404, 778, 423]
article-text: Norman Brookes has been appointed sole selector of the Davis Cup team. — [483, 1110, 630, 1128]
article-heading: AMERICAN POLITICS. — [11, 216, 157, 235]
dateline: By Cable—Press Association—Copyright. Sydney, August 6. — [328, 917, 470, 934]
article-text: The House met at 2.30. Replying to Dr. Davey, who drew the attention of the Minister to a paragraph appearing in the papers to the working conditions at Lake Coleridge, the Hon. Mr. Fraser said he would cause the most searching inquiry made into the whole matter. If the conditions were as stated, they would be remedied. — [640, 105, 788, 164]
article-text: Referring to rumours of Cabinet changes the Pall Mall Gazette anticipates Lord Morley's retirement, and that Lord Crewe will succeed him. — [168, 574, 315, 600]
sub-heading: TUESDAY, AUGUST 6. — [672, 62, 756, 71]
article-text: Received 6, 11.30 p.m. Constantinople, August 6. Martial law has been proclaimed. The garrison has sworn allegiance to the Cabinet. The Grand Vizier, ignoring a vote of censure, went to the Senate Chamber and read the dissolution decree. The Government claims that the Chamber is not illegally dissolved, and that it only enforced a provision in the Constitution whereby dissolution follows when a Chamber has completed its mandate. The supporters of the Committee of Progress, however, claim that after a vote of censure the Cabinet is non-existent, and the Sultan must invite the Young Turks to form a new Cabinet. The Sultan refused to see the President, bringing news of the Chamber's resolution. Djevid Bey, in an impassioned speech in the Chamber, said that the Cabinet was terrified into illegality by the threats of mutinous officers and Albanian rebels. Two members drew revolvers, but their friends dragged them apart. — [168, 172, 315, 341]
article — [798, 38, 944, 998]
